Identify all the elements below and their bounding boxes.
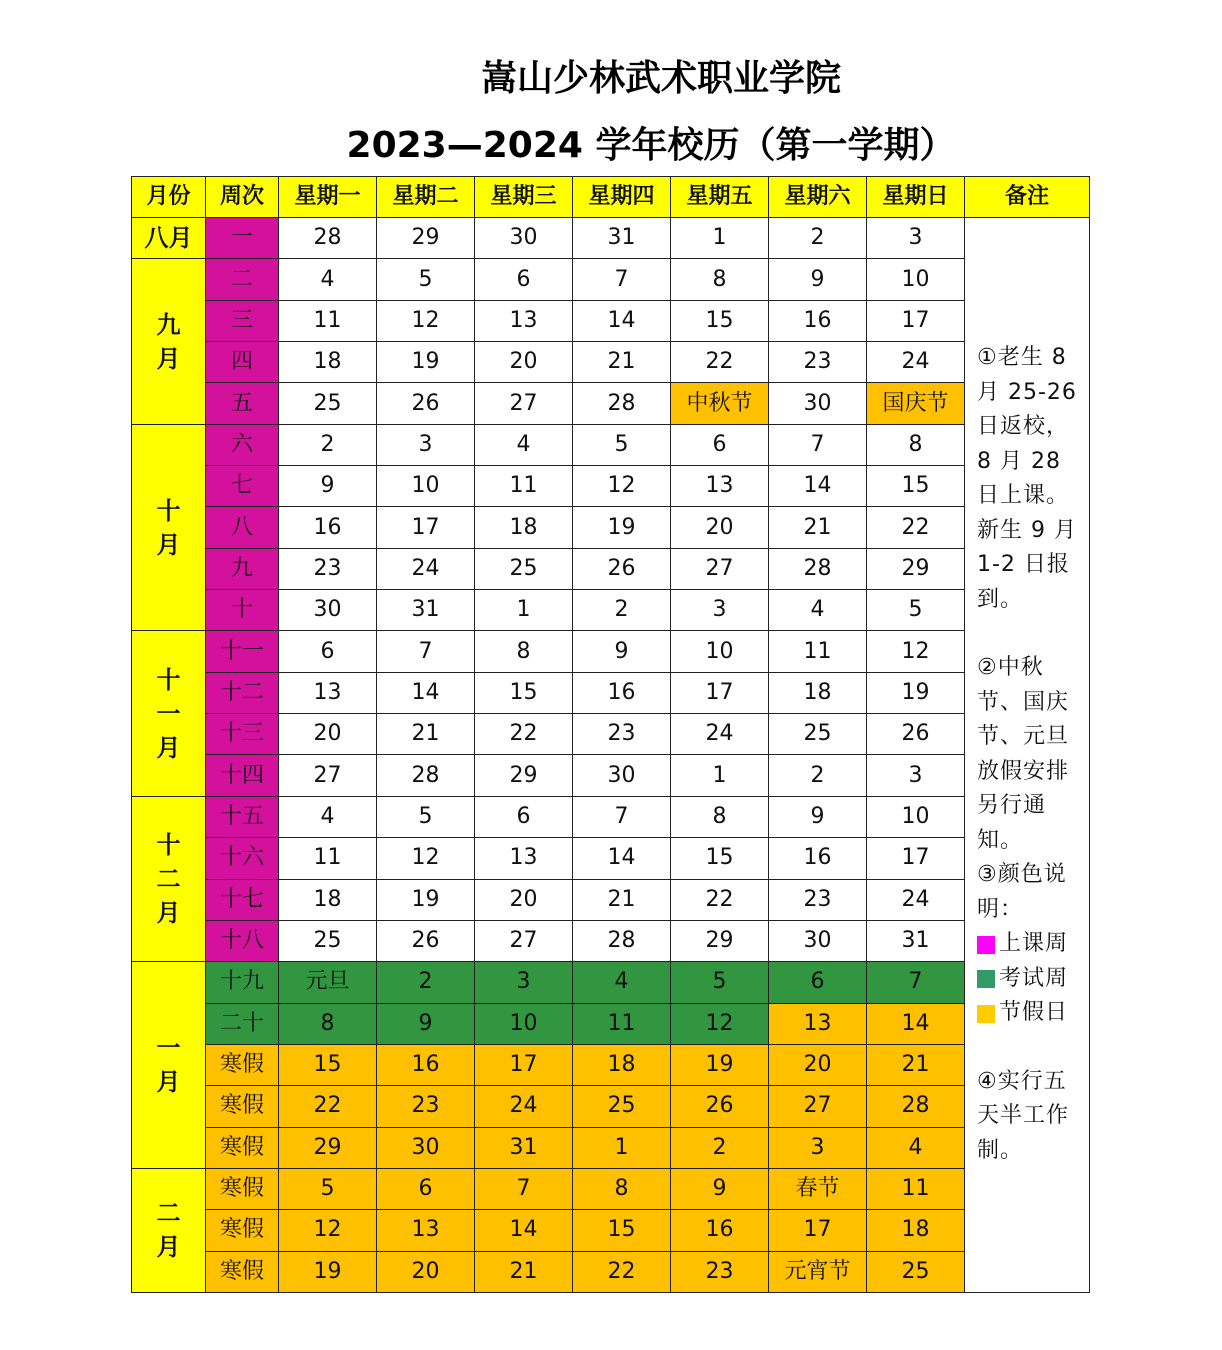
day-cell: 5 [867,590,965,631]
day-cell: 3 [377,424,475,465]
day-cell: 4 [769,590,867,631]
month-cell [132,1168,206,1292]
day-cell: 29 [475,755,573,796]
day-cell: 26 [377,383,475,424]
day-cell: 13 [279,672,377,713]
day-cell: 16 [769,300,867,341]
day-cell: 12 [867,631,965,672]
day-cell: 4 [867,1127,965,1168]
day-cell: 18 [769,672,867,713]
week-row [132,755,1090,796]
day-cell: 2 [279,424,377,465]
week-row [132,383,1090,424]
day-cell: 1 [671,218,769,259]
week-row [132,1044,1090,1085]
week-number: 十二 [206,672,279,713]
day-cell: 10 [671,631,769,672]
day-cell: 13 [475,300,573,341]
week-number: 六 [206,424,279,465]
day-cell: 6 [475,796,573,837]
day-cell: 24 [867,342,965,383]
day-cell: 国庆节 [867,383,965,424]
day-cell: 7 [769,424,867,465]
day-cell: 12 [671,1003,769,1044]
day-cell: 4 [279,796,377,837]
day-cell: 8 [573,1168,671,1209]
day-cell: 8 [867,424,965,465]
day-cell: 19 [279,1251,377,1292]
day-cell: 9 [279,466,377,507]
day-cell: 1 [671,755,769,796]
day-cell: 2 [769,755,867,796]
day-cell: 15 [671,300,769,341]
day-cell: 5 [279,1168,377,1209]
day-cell: 17 [867,838,965,879]
week-number: 十四 [206,755,279,796]
header-thu: 星期四 [573,177,671,218]
day-cell: 23 [377,1086,475,1127]
week-row [132,342,1090,383]
day-cell: 9 [769,259,867,300]
day-cell: 25 [279,383,377,424]
week-number: 寒假 [206,1210,279,1251]
day-cell: 12 [573,466,671,507]
day-cell: 30 [573,755,671,796]
week-number: 十六 [206,838,279,879]
day-cell: 14 [475,1210,573,1251]
day-cell: 28 [769,548,867,589]
day-cell: 25 [769,714,867,755]
calendar-table [131,176,1090,1293]
day-cell: 8 [475,631,573,672]
month-label-part: 十 [156,496,181,525]
week-number: 二十 [206,1003,279,1044]
day-cell: 20 [769,1044,867,1085]
day-cell: 15 [279,1044,377,1085]
day-cell: 2 [671,1127,769,1168]
day-cell: 29 [671,920,769,961]
day-cell: 春节 [769,1168,867,1209]
day-cell: 15 [475,672,573,713]
day-cell: 15 [867,466,965,507]
day-cell: 29 [377,218,475,259]
day-cell: 15 [671,838,769,879]
month-cell [132,218,206,259]
month-label-part: 十 [156,831,181,859]
day-cell: 17 [377,507,475,548]
day-cell: 19 [377,342,475,383]
day-cell: 11 [867,1168,965,1209]
day-cell: 12 [377,300,475,341]
day-cell: 19 [377,879,475,920]
day-cell: 28 [279,218,377,259]
day-cell: 10 [475,1003,573,1044]
day-cell: 19 [573,507,671,548]
day-cell: 5 [671,962,769,1003]
day-cell: 26 [573,548,671,589]
week-row [132,424,1090,465]
week-number: 一 [206,218,279,259]
day-cell: 29 [279,1127,377,1168]
week-row [132,962,1090,1003]
week-row [132,466,1090,507]
day-cell: 27 [769,1086,867,1127]
day-cell: 6 [279,631,377,672]
day-cell: 5 [377,796,475,837]
day-cell: 26 [377,920,475,961]
week-row [132,920,1090,961]
day-cell: 30 [475,218,573,259]
day-cell: 中秋节 [671,383,769,424]
month-label-part: 月 [156,344,181,373]
week-number: 十三 [206,714,279,755]
day-cell: 16 [671,1210,769,1251]
day-cell: 25 [475,548,573,589]
day-cell: 11 [573,1003,671,1044]
day-cell: 27 [475,920,573,961]
day-cell: 14 [769,466,867,507]
week-row [132,1251,1090,1292]
day-cell: 7 [475,1168,573,1209]
day-cell: 30 [279,590,377,631]
day-cell: 元旦 [279,962,377,1003]
day-cell: 14 [867,1003,965,1044]
day-cell: 18 [867,1210,965,1251]
day-cell: 19 [867,672,965,713]
legend-class-label: 上课周 [999,931,1069,957]
day-cell: 12 [279,1210,377,1251]
week-row [132,300,1090,341]
day-cell: 27 [671,548,769,589]
week-row [132,796,1090,837]
day-cell: 5 [573,424,671,465]
month-label-part: 月 [156,1233,181,1262]
day-cell: 2 [769,218,867,259]
day-cell: 28 [377,755,475,796]
week-number: 寒假 [206,1251,279,1292]
header-sat: 星期六 [769,177,867,218]
day-cell: 7 [377,631,475,672]
week-row [132,218,1090,259]
day-cell: 2 [377,962,475,1003]
day-cell: 10 [867,259,965,300]
day-cell: 6 [671,424,769,465]
day-cell: 28 [573,383,671,424]
notes-cell [965,218,1090,1293]
day-cell: 22 [671,342,769,383]
day-cell: 9 [377,1003,475,1044]
day-cell: 27 [279,755,377,796]
week-number: 十七 [206,879,279,920]
week-number: 寒假 [206,1044,279,1085]
week-row [132,1127,1090,1168]
header-wed: 星期三 [475,177,573,218]
day-cell: 23 [671,1251,769,1292]
month-label-part: 月 [156,530,181,559]
week-number: 十 [206,590,279,631]
week-number: 七 [206,466,279,507]
header-row [132,177,1090,218]
day-cell: 31 [475,1127,573,1168]
day-cell: 17 [769,1210,867,1251]
day-cell: 19 [671,1044,769,1085]
day-cell: 31 [573,218,671,259]
month-cell [132,962,206,1169]
day-cell: 23 [279,548,377,589]
day-cell: 27 [475,383,573,424]
day-cell: 30 [377,1127,475,1168]
day-cell: 26 [671,1086,769,1127]
legend-holiday [977,996,1079,1031]
day-cell: 5 [377,259,475,300]
day-cell: 21 [769,507,867,548]
day-cell: 22 [867,507,965,548]
week-row [132,590,1090,631]
week-number: 二 [206,259,279,300]
day-cell: 10 [867,796,965,837]
month-label-part: 九 [156,310,181,339]
week-number: 十五 [206,796,279,837]
week-number: 寒假 [206,1086,279,1127]
day-cell: 21 [573,342,671,383]
day-cell: 24 [867,879,965,920]
day-cell: 3 [769,1127,867,1168]
day-cell: 30 [769,383,867,424]
day-cell: 12 [377,838,475,879]
day-cell: 29 [867,548,965,589]
day-cell: 23 [769,879,867,920]
day-cell: 24 [475,1086,573,1127]
day-cell: 22 [279,1086,377,1127]
month-label-part: 二 [156,1199,181,1228]
day-cell: 14 [573,838,671,879]
day-cell: 21 [867,1044,965,1085]
month-label-part: 一 [156,699,181,728]
day-cell: 3 [671,590,769,631]
day-cell: 1 [475,590,573,631]
week-number: 四 [206,342,279,383]
day-cell: 17 [867,300,965,341]
day-cell: 11 [279,300,377,341]
legend-class-week [977,927,1079,962]
day-cell: 7 [573,796,671,837]
day-cell: 28 [573,920,671,961]
day-cell: 16 [377,1044,475,1085]
week-row [132,259,1090,300]
day-cell: 21 [377,714,475,755]
week-row [132,1210,1090,1251]
month-cell [132,796,206,961]
day-cell: 20 [671,507,769,548]
page-title: 嵩山少林武术职业学院 [480,58,841,99]
month-cell [132,424,206,631]
month-cell [132,259,206,424]
week-row [132,1086,1090,1127]
day-cell: 18 [279,342,377,383]
day-cell: 4 [573,962,671,1003]
day-cell: 9 [769,796,867,837]
header-month: 月份 [132,177,206,218]
week-number: 寒假 [206,1168,279,1209]
day-cell: 31 [377,590,475,631]
month-label-part: 十 [156,665,181,694]
day-cell: 24 [377,548,475,589]
week-row [132,1003,1090,1044]
day-cell: 20 [279,714,377,755]
week-row [132,879,1090,920]
week-number: 九 [206,548,279,589]
day-cell: 8 [279,1003,377,1044]
week-row [132,838,1090,879]
day-cell: 16 [573,672,671,713]
day-cell: 21 [573,879,671,920]
month-label-part: 月 [156,899,181,927]
day-cell: 23 [769,342,867,383]
day-cell: 4 [475,424,573,465]
day-cell: 6 [377,1168,475,1209]
week-row [132,714,1090,755]
month-label-part: 一 [156,1034,181,1063]
week-number: 十一 [206,631,279,672]
day-cell: 13 [377,1210,475,1251]
day-cell: 17 [671,672,769,713]
legend-holiday-label: 节假日 [999,1000,1069,1026]
month-label-part: 二 [156,865,181,893]
header-mon: 星期一 [279,177,377,218]
week-row [132,672,1090,713]
day-cell: 4 [279,259,377,300]
magenta-swatch-icon [977,936,995,954]
day-cell: 17 [475,1044,573,1085]
day-cell: 3 [867,755,965,796]
header-tue: 星期二 [377,177,475,218]
day-cell: 11 [279,838,377,879]
day-cell: 10 [377,466,475,507]
day-cell: 14 [377,672,475,713]
day-cell: 7 [867,962,965,1003]
day-cell: 20 [475,342,573,383]
week-number: 十九 [206,962,279,1003]
day-cell: 15 [573,1210,671,1251]
day-cell: 23 [573,714,671,755]
day-cell: 25 [573,1086,671,1127]
day-cell: 9 [671,1168,769,1209]
day-cell: 26 [867,714,965,755]
note-2: ②中秋节、国庆节、元旦放假安排另行通知。 [977,655,1070,853]
week-number: 三 [206,300,279,341]
day-cell: 22 [573,1251,671,1292]
day-cell: 1 [573,1127,671,1168]
day-cell: 18 [573,1044,671,1085]
legend-exam-label: 考试周 [999,965,1069,991]
day-cell: 6 [769,962,867,1003]
day-cell: 30 [769,920,867,961]
green-swatch-icon [977,970,995,988]
week-row [132,507,1090,548]
day-cell: 21 [475,1251,573,1292]
day-cell: 22 [475,714,573,755]
header-fri: 星期五 [671,177,769,218]
day-cell: 31 [867,920,965,961]
week-row [132,1168,1090,1209]
day-cell: 13 [475,838,573,879]
day-cell: 18 [279,879,377,920]
week-row [132,548,1090,589]
note-3: ③颜色说明： [977,862,1067,922]
day-cell: 25 [279,920,377,961]
month-label-part: 月 [156,1068,181,1097]
day-cell: 7 [573,259,671,300]
day-cell: 24 [671,714,769,755]
day-cell: 14 [573,300,671,341]
day-cell: 6 [475,259,573,300]
day-cell: 8 [671,259,769,300]
week-number: 十八 [206,920,279,961]
day-cell: 13 [671,466,769,507]
day-cell: 13 [769,1003,867,1044]
day-cell: 20 [475,879,573,920]
day-cell: 3 [867,218,965,259]
day-cell: 16 [279,507,377,548]
week-row [132,631,1090,672]
page-subtitle: 2023—2024 学年校历（第一学期） [346,125,956,166]
day-cell: 25 [867,1251,965,1292]
day-cell: 11 [475,466,573,507]
day-cell: 16 [769,838,867,879]
month-label-part: 月 [156,733,181,762]
note-1: ①老生 8 月 25-26 日返校，8 月 28 日上课。新生 9 月 1-2 日报到。 [977,345,1077,612]
day-cell: 18 [475,507,573,548]
day-cell: 元宵节 [769,1251,867,1292]
day-cell: 11 [769,631,867,672]
header-sun: 星期日 [867,177,965,218]
note-4: ④实行五天半工作制。 [977,1068,1070,1163]
week-number: 八 [206,507,279,548]
legend-exam-week [977,962,1079,997]
day-cell: 28 [867,1086,965,1127]
month-label-part: 八月 [144,224,193,253]
orange-swatch-icon [977,1005,995,1023]
header-notes: 备注 [965,177,1090,218]
day-cell: 3 [475,962,573,1003]
header-week: 周次 [206,177,279,218]
day-cell: 20 [377,1251,475,1292]
week-number: 寒假 [206,1127,279,1168]
month-cell [132,631,206,796]
day-cell: 22 [671,879,769,920]
day-cell: 9 [573,631,671,672]
day-cell: 8 [671,796,769,837]
day-cell: 2 [573,590,671,631]
week-number: 五 [206,383,279,424]
